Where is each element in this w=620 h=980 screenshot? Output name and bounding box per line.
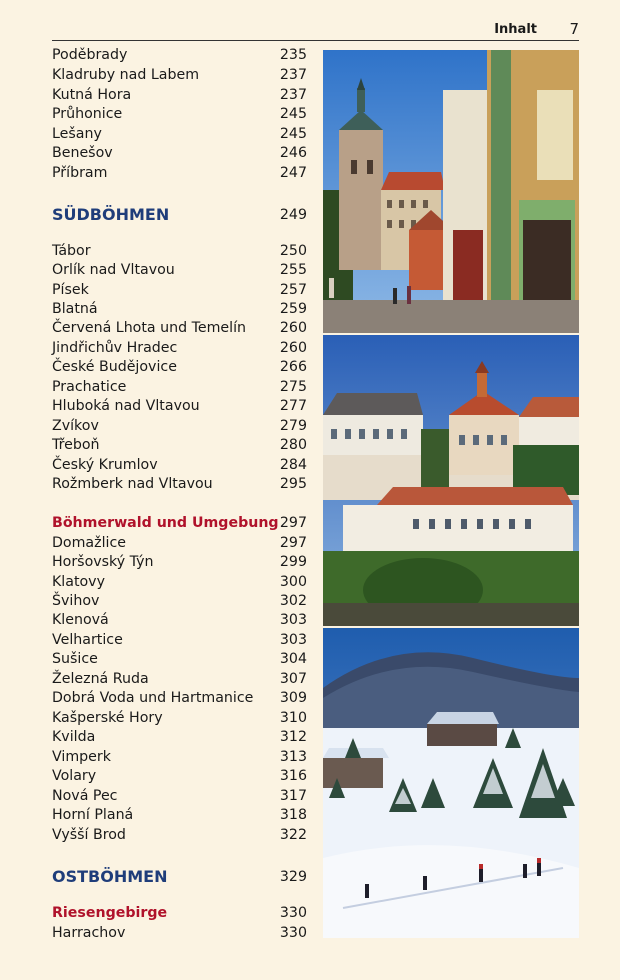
toc-page-number: 277 (279, 398, 307, 414)
toc-entry (52, 435, 307, 455)
toc-title: Rožmberk nad Vltavou (52, 476, 213, 492)
toc-page-number: 316 (279, 768, 307, 784)
toc-entry (52, 143, 307, 163)
toc-page-number: 237 (279, 87, 307, 103)
toc-title: Červená Lhota und Temelín (52, 320, 247, 336)
toc-entry (52, 260, 307, 280)
toc-entry (52, 766, 307, 786)
toc-title: Riesengebirge (52, 905, 168, 921)
toc-page-number: 247 (279, 165, 307, 181)
toc-entry (52, 572, 307, 592)
toc-title: Volary (52, 768, 97, 784)
toc-title: Vyšší Brod (52, 827, 126, 843)
section-title: Inhalt (494, 22, 537, 37)
toc-page-number: 255 (279, 262, 307, 278)
toc-entry (52, 124, 307, 144)
toc-entry (52, 318, 307, 338)
toc-page-number: 318 (279, 807, 307, 823)
page-header (52, 20, 579, 41)
toc-entry (52, 610, 307, 630)
toc-page-number: 295 (279, 476, 307, 492)
toc-entry (52, 416, 307, 436)
toc-entry (52, 65, 307, 85)
toc-entry (52, 45, 307, 65)
toc-title: Kutná Hora (52, 87, 132, 103)
toc-page-number: 250 (279, 243, 307, 259)
toc-title: Klenová (52, 612, 109, 628)
toc-page-number: 260 (279, 320, 307, 336)
toc-title: Příbram (52, 165, 108, 181)
toc-page-number: 245 (279, 106, 307, 122)
toc-page-number: 259 (279, 301, 307, 317)
toc-entry (52, 727, 307, 747)
toc-title: Zvíkov (52, 418, 99, 434)
toc-title: Harrachov (52, 925, 126, 941)
toc-title: OSTBÖHMEN (52, 867, 168, 886)
toc-page-number: 297 (279, 535, 307, 551)
toc-region-heading (52, 867, 307, 887)
toc-title: Kvilda (52, 729, 96, 745)
toc-title: Kladruby nad Labem (52, 67, 200, 83)
toc-entry (52, 377, 307, 397)
toc-title: Lešany (52, 126, 102, 142)
toc-title: Böhmerwald und Umgebung (52, 515, 279, 531)
toc-title: Dobrá Voda und Hartmanice (52, 690, 254, 706)
toc-page-number: 235 (279, 47, 307, 63)
toc-entry (52, 357, 307, 377)
toc-page-number: 257 (279, 282, 307, 298)
toc-page-number: 329 (279, 869, 307, 885)
toc-region-heading (52, 205, 307, 225)
toc-title: Jindřichův Hradec (52, 340, 178, 356)
toc-entry (52, 923, 307, 943)
toc-page-number: 317 (279, 788, 307, 804)
toc-entry (52, 474, 307, 494)
toc-title: Benešov (52, 145, 113, 161)
toc-page-number: 310 (279, 710, 307, 726)
toc-entry (52, 533, 307, 553)
toc-subregion-heading (52, 513, 307, 533)
toc-entry (52, 630, 307, 650)
toc-entry (52, 299, 307, 319)
toc-entry (52, 338, 307, 358)
toc-page-number: 280 (279, 437, 307, 453)
toc-page-number: 309 (279, 690, 307, 706)
toc-title: Železná Ruda (52, 671, 149, 687)
toc-title: Kašperské Hory (52, 710, 163, 726)
toc-page-number: 297 (279, 515, 307, 531)
toc-page-number: 266 (279, 359, 307, 375)
toc-page-number: 249 (279, 207, 307, 223)
toc-page-number: 303 (279, 612, 307, 628)
toc-page-number: 300 (279, 574, 307, 590)
toc-page-number: 312 (279, 729, 307, 745)
toc-title: Hluboká nad Vltavou (52, 398, 200, 414)
toc-title: Tábor (52, 243, 91, 259)
toc-title: Průhonice (52, 106, 123, 122)
toc-page-number: 330 (279, 925, 307, 941)
toc-subregion-heading (52, 903, 307, 923)
toc-title: Švihov (52, 593, 100, 609)
toc-title: Vimperk (52, 749, 111, 765)
toc-page-number: 322 (279, 827, 307, 843)
town-square-photo (323, 50, 579, 333)
toc-title: Prachatice (52, 379, 127, 395)
page-number: 7 (569, 20, 579, 38)
toc-entry (52, 669, 307, 689)
toc-title: Blatná (52, 301, 98, 317)
toc-entry (52, 805, 307, 825)
toc-entry (52, 104, 307, 124)
toc-title: Písek (52, 282, 89, 298)
toc-title: Nová Pec (52, 788, 118, 804)
toc-page-number: 304 (279, 651, 307, 667)
toc-page-number: 260 (279, 340, 307, 356)
toc-entry (52, 552, 307, 572)
winter-forest-photo (323, 628, 579, 938)
toc-page-number: 246 (279, 145, 307, 161)
toc-title: Český Krumlov (52, 457, 158, 473)
toc-title: Třeboň (52, 437, 100, 453)
toc-entry (52, 455, 307, 475)
toc-entry (52, 708, 307, 728)
toc-title: Klatovy (52, 574, 105, 590)
toc-page-number: 284 (279, 457, 307, 473)
toc-page-number: 330 (279, 905, 307, 921)
toc-entry (52, 747, 307, 767)
toc-entry (52, 280, 307, 300)
toc-entry (52, 396, 307, 416)
castle-photo (323, 335, 579, 626)
toc-page-number: 279 (279, 418, 307, 434)
toc-page-number: 302 (279, 593, 307, 609)
toc-page-number: 307 (279, 671, 307, 687)
toc-entry (52, 825, 307, 845)
toc-entry (52, 591, 307, 611)
toc-page-number: 313 (279, 749, 307, 765)
toc-entry (52, 85, 307, 105)
toc-title: Horní Planá (52, 807, 134, 823)
toc-title: Domažlice (52, 535, 126, 551)
toc-title: Poděbrady (52, 47, 128, 63)
toc-page-number: 299 (279, 554, 307, 570)
toc-page-number: 303 (279, 632, 307, 648)
toc-entry (52, 649, 307, 669)
toc-entry (52, 786, 307, 806)
toc-title: Sušice (52, 651, 98, 667)
toc-title: Velhartice (52, 632, 123, 648)
toc-title: Orlík nad Vltavou (52, 262, 175, 278)
toc-title: SÜDBÖHMEN (52, 205, 170, 224)
toc-page-number: 245 (279, 126, 307, 142)
toc-entry (52, 688, 307, 708)
toc-title: Horšovský Týn (52, 554, 154, 570)
toc-page-number: 237 (279, 67, 307, 83)
toc-entry (52, 241, 307, 261)
toc-entry (52, 163, 307, 183)
toc-title: České Budějovice (52, 359, 177, 375)
toc-page-number: 275 (279, 379, 307, 395)
